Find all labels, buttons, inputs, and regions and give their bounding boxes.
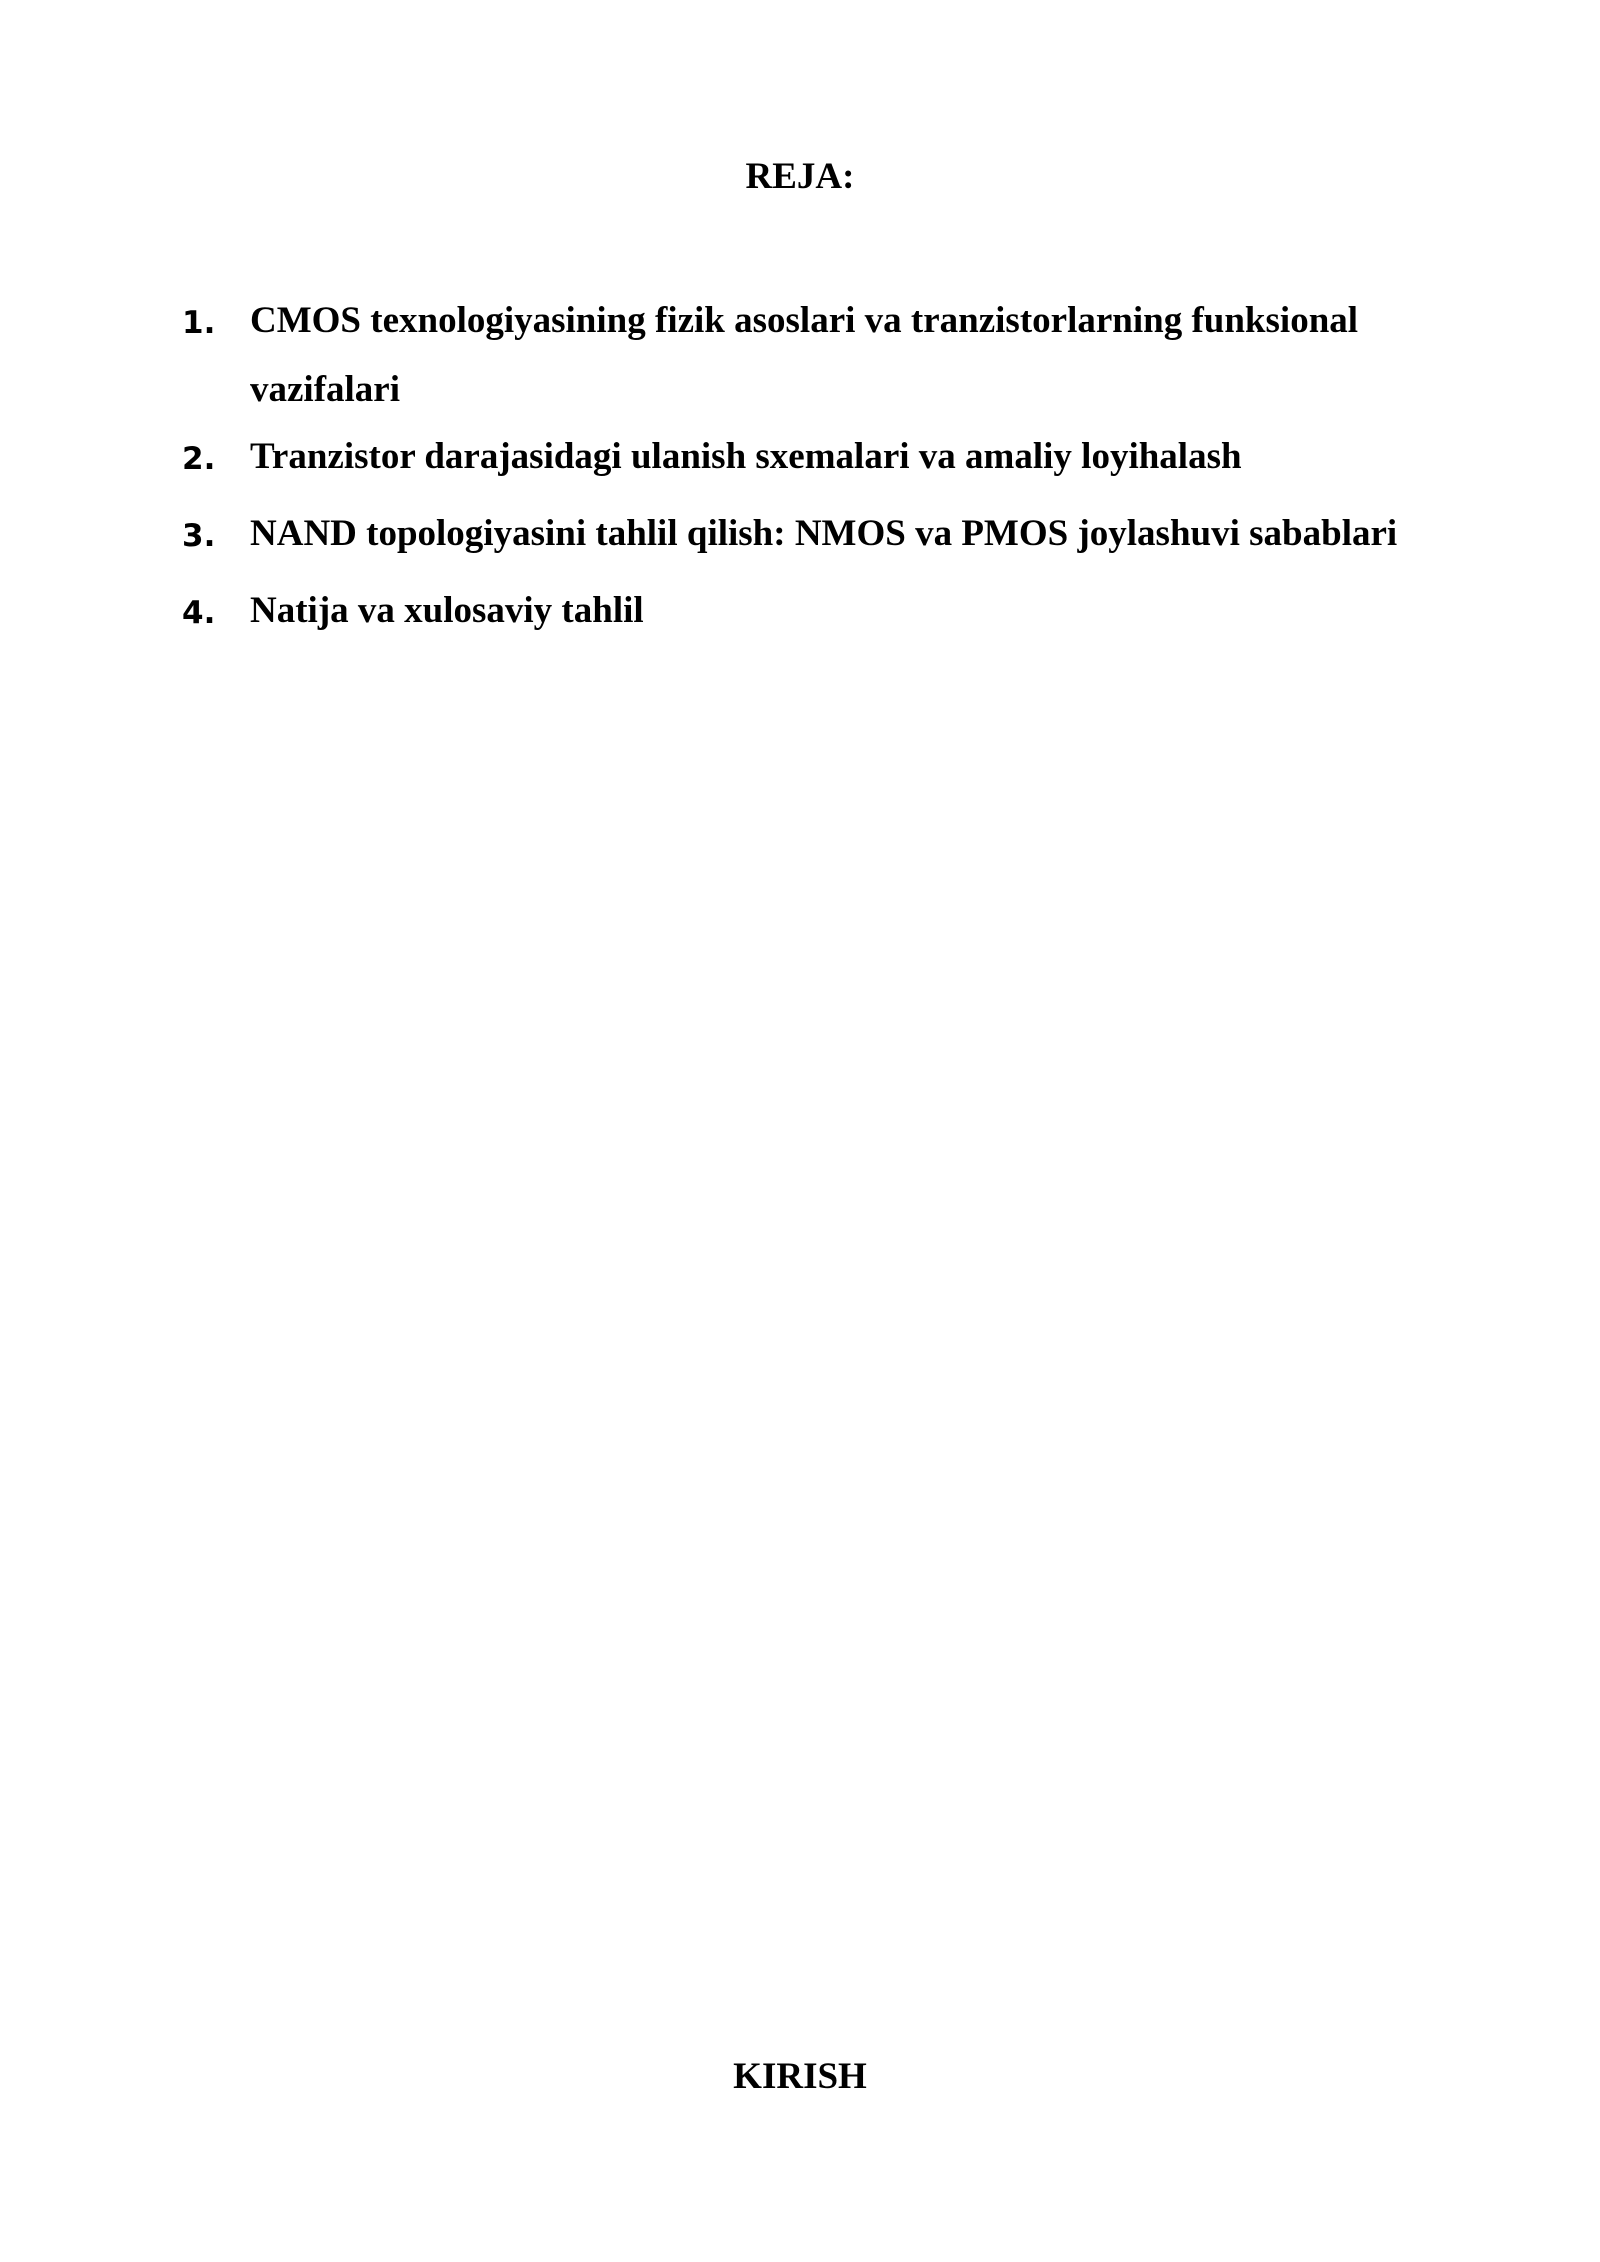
plan-item-1 [182,286,1442,424]
plan-item-3 [182,499,1442,568]
plan-item-text: Tranzistor darajasidagi ulanish sxemalari va amaliy loyihalash [250,436,1242,477]
plan-item-text: Natija va xulosaviy tahlil [250,590,644,631]
plan-item-text: NAND topologiyasini tahlil qilish: NMOS va PMOS joylashuvi sabablari [250,513,1398,554]
plan-item-number: 4. [182,595,216,631]
plan-list [182,286,1442,645]
plan-item-number: 3. [182,518,216,554]
intro-title: KIRISH [733,2056,867,2097]
plan-item-2 [182,422,1442,491]
plan-item-text: CMOS texnologiyasining fizik asoslari va tranzistorlarning funksional vazifalari [250,300,1359,410]
plan-item-number: 1. [182,305,216,341]
plan-item-number: 2. [182,441,216,477]
plan-title: REJA: [745,156,855,197]
plan-item-4 [182,576,1442,645]
